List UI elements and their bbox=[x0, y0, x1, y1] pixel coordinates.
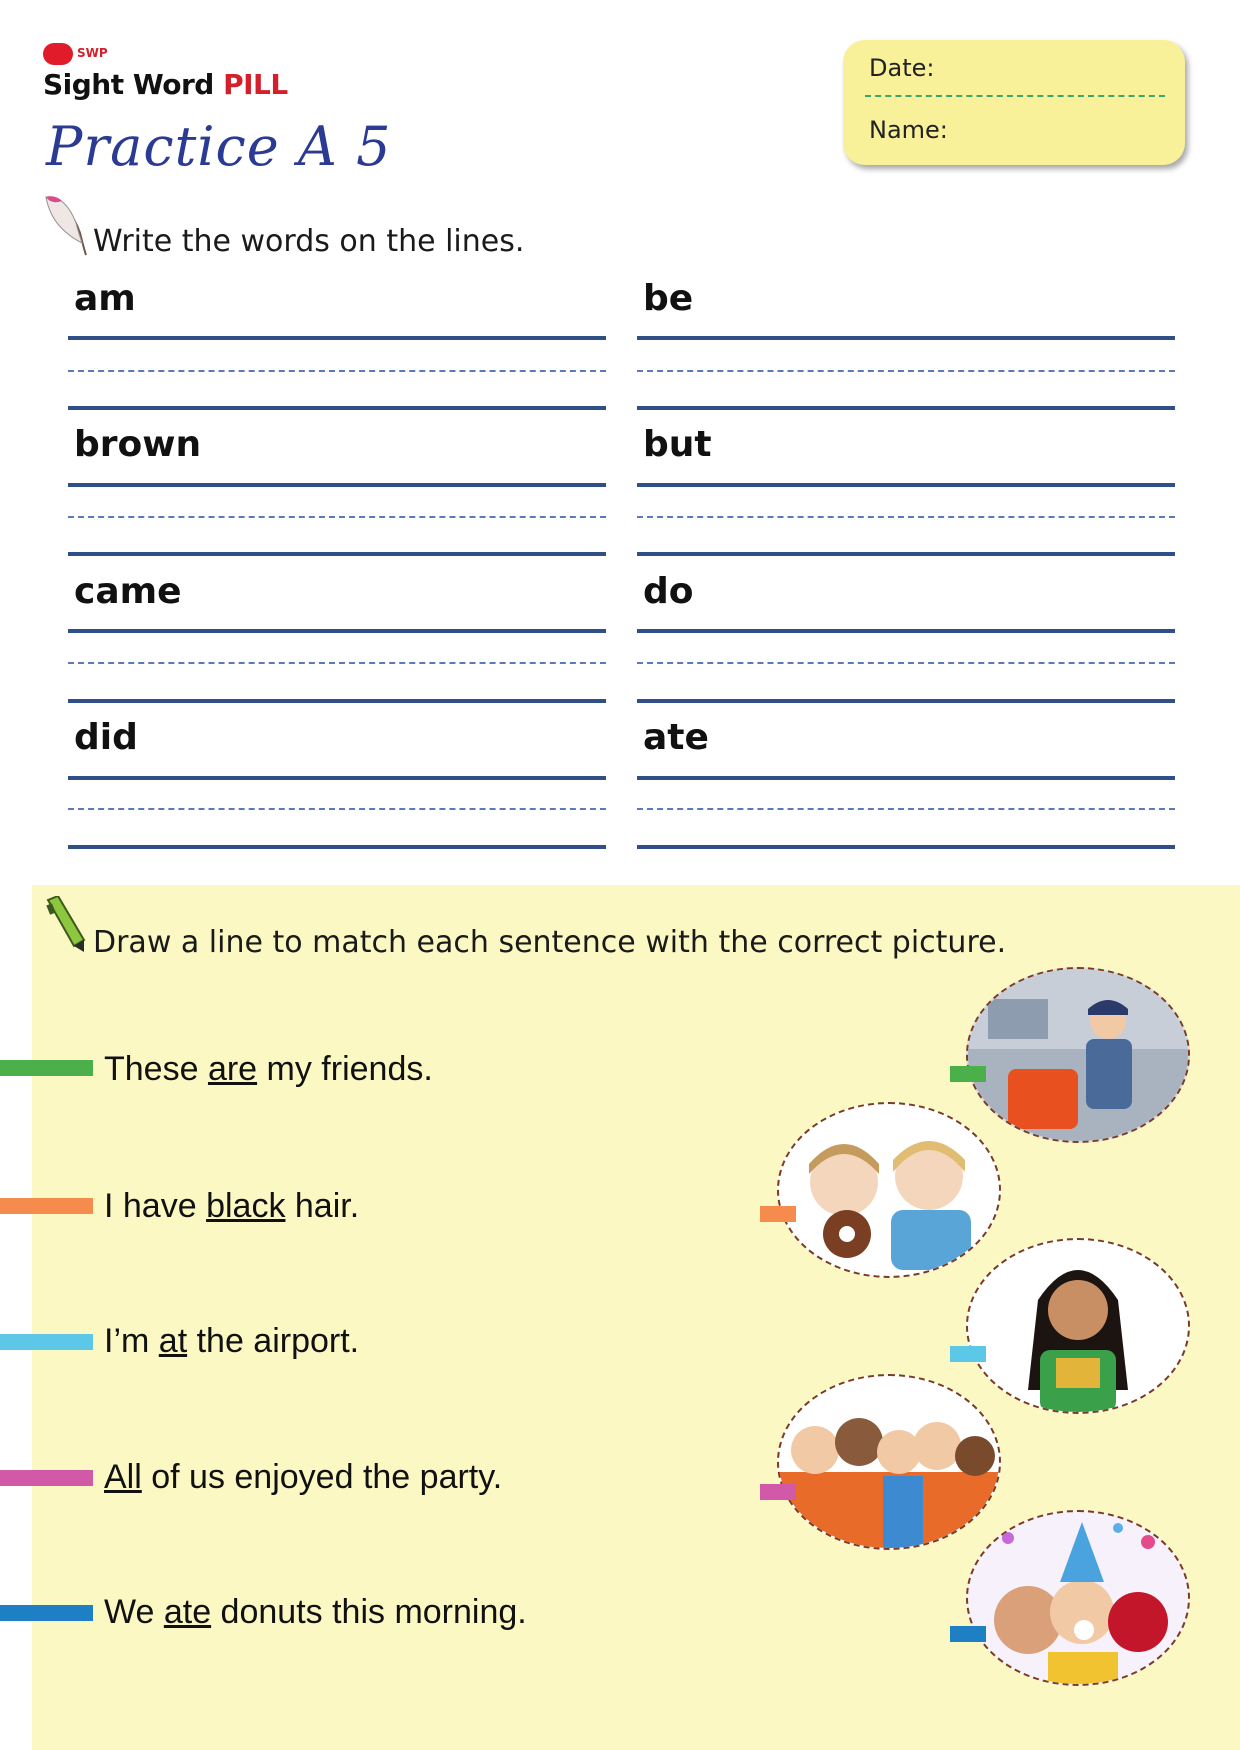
writing-guide-line bbox=[637, 808, 1175, 810]
sentence-text: hair. bbox=[285, 1187, 360, 1225]
logo-pill-text: PILL bbox=[223, 68, 288, 101]
sentence-3[interactable] bbox=[104, 1322, 359, 1361]
sight-word: at bbox=[158, 1322, 188, 1360]
writing-line bbox=[637, 776, 1175, 780]
logo-title bbox=[43, 68, 288, 101]
date-separator bbox=[865, 95, 1165, 97]
word-did: did bbox=[74, 717, 138, 758]
writing-line bbox=[637, 699, 1175, 703]
girls-eating-donuts-photo[interactable] bbox=[777, 1102, 1001, 1278]
writing-line bbox=[68, 776, 606, 780]
writing-line bbox=[68, 406, 606, 410]
word-am: am bbox=[74, 278, 136, 319]
picture-color-tab bbox=[760, 1206, 796, 1222]
writing-line bbox=[68, 483, 606, 487]
sentence-2[interactable] bbox=[104, 1187, 359, 1226]
word-ate: ate bbox=[643, 717, 709, 758]
sentence-4[interactable] bbox=[104, 1458, 502, 1497]
page-title: Practice A 5 bbox=[46, 115, 392, 178]
sentence-text: donuts this morning. bbox=[211, 1593, 527, 1631]
girl-with-black-hair-photo[interactable] bbox=[966, 1238, 1190, 1414]
name-label: Name: bbox=[869, 116, 948, 144]
logo-pill-icon bbox=[43, 43, 73, 65]
writing-guide-line bbox=[68, 808, 606, 810]
writing-guide-line bbox=[68, 370, 606, 372]
word-do: do bbox=[643, 571, 694, 612]
writing-guide-line bbox=[637, 370, 1175, 372]
sentence-text: the airport. bbox=[187, 1322, 360, 1360]
word-came: came bbox=[74, 571, 182, 612]
kids-at-party-photo[interactable] bbox=[966, 1510, 1190, 1686]
sentence-color-tab bbox=[0, 1605, 93, 1621]
date-name-box bbox=[843, 40, 1185, 165]
writing-line bbox=[68, 845, 606, 849]
sentence-color-tab bbox=[0, 1470, 93, 1486]
logo-main-text: Sight Word bbox=[43, 68, 224, 101]
logo-swp-text: SWP bbox=[77, 46, 108, 60]
sight-word: are bbox=[207, 1050, 258, 1088]
feather-quill-icon bbox=[40, 193, 90, 257]
sentence-text: We bbox=[104, 1593, 164, 1631]
sight-word: black bbox=[206, 1187, 286, 1225]
writing-line bbox=[637, 406, 1175, 410]
word-brown: brown bbox=[74, 424, 202, 465]
picture-color-tab bbox=[760, 1484, 796, 1500]
sentence-color-tab bbox=[0, 1060, 93, 1076]
sentence-text: of us enjoyed the party. bbox=[141, 1458, 503, 1496]
writing-guide-line bbox=[637, 516, 1175, 518]
writing-line bbox=[68, 552, 606, 556]
sentence-color-tab bbox=[0, 1198, 93, 1214]
boy-with-suitcase-at-airport-photo[interactable] bbox=[966, 967, 1190, 1143]
writing-guide-line bbox=[68, 516, 606, 518]
date-label: Date: bbox=[869, 54, 935, 82]
writing-line bbox=[68, 336, 606, 340]
write-instruction: Write the words on the lines. bbox=[93, 224, 525, 259]
writing-line bbox=[637, 336, 1175, 340]
picture-color-tab bbox=[950, 1626, 986, 1642]
sentence-5[interactable] bbox=[104, 1593, 527, 1632]
picture-color-tab bbox=[950, 1066, 986, 1082]
sentence-text: These bbox=[104, 1050, 208, 1088]
writing-line bbox=[637, 552, 1175, 556]
sight-word: ate bbox=[163, 1593, 212, 1631]
writing-line bbox=[68, 629, 606, 633]
sight-word: All bbox=[104, 1458, 142, 1496]
marker-pen-icon bbox=[44, 896, 90, 956]
writing-guide-line bbox=[637, 662, 1175, 664]
writing-line bbox=[637, 629, 1175, 633]
sentence-text: I have bbox=[104, 1187, 207, 1225]
writing-line bbox=[68, 699, 606, 703]
picture-color-tab bbox=[950, 1346, 986, 1362]
sentence-text: my friends. bbox=[257, 1050, 433, 1088]
match-instruction: Draw a line to match each sentence with the correct picture. bbox=[93, 925, 1007, 960]
sentence-color-tab bbox=[0, 1334, 93, 1350]
word-be: be bbox=[643, 278, 694, 319]
writing-line bbox=[637, 483, 1175, 487]
sentence-1[interactable] bbox=[104, 1050, 433, 1089]
group-of-friends-photo[interactable] bbox=[777, 1374, 1001, 1550]
word-but: but bbox=[643, 424, 712, 465]
writing-guide-line bbox=[68, 662, 606, 664]
writing-line bbox=[637, 845, 1175, 849]
sentence-text: I’m bbox=[104, 1322, 159, 1360]
